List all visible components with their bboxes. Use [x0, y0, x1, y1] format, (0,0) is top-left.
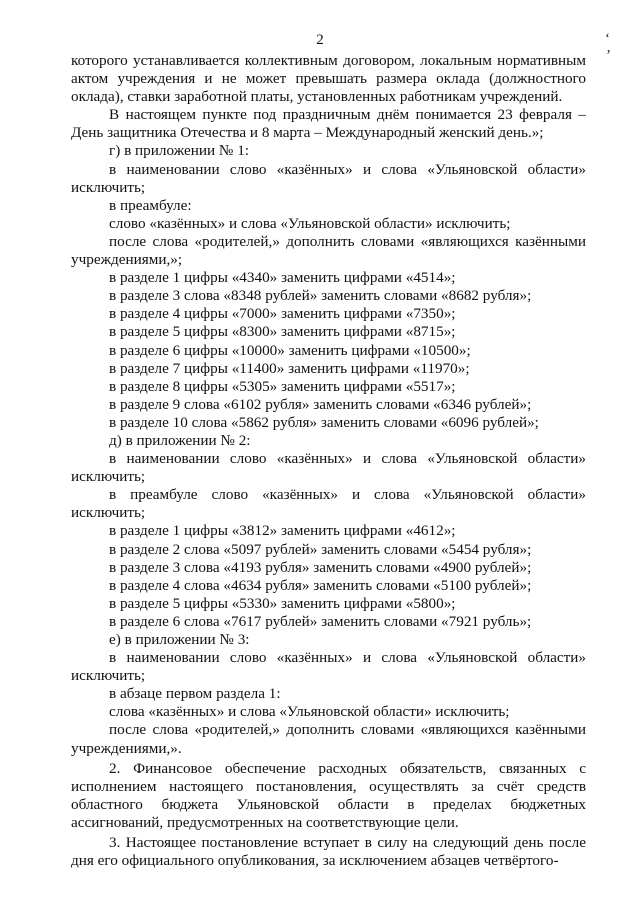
- paragraph: в разделе 6 цифры «10000» заменить цифрами «10500»;: [109, 341, 471, 359]
- document-body: [71, 52, 586, 870]
- paragraph: которого устанавливается коллективным договором, локальным нормативным актом учреждения и не может превышать размера оклада (должностного оклада), ставки заработной платы, установленных работникам учреждений.: [71, 52, 586, 106]
- paragraph: в разделе 3 слова «4193 рубля» заменить словами «4900 рублей»;: [109, 558, 532, 576]
- margin-mark: ʼ: [606, 48, 611, 64]
- paragraph: в преамбуле:: [109, 196, 192, 214]
- paragraph: в разделе 10 слова «5862 рубля» заменить словами «6096 рублей»;: [109, 413, 539, 431]
- paragraph: в преамбуле слово «казённых» и слова «Ульяновской области» исключить;: [71, 486, 586, 522]
- paragraph: в разделе 2 слова «5097 рублей» заменить словами «5454 рубля»;: [109, 540, 532, 558]
- paragraph: в разделе 6 слова «7617 рублей» заменить словами «7921 рубль»;: [109, 612, 532, 630]
- paragraph: в разделе 1 цифры «4340» заменить цифрами «4514»;: [109, 269, 456, 287]
- paragraph: в разделе 1 цифры «3812» заменить цифрами «4612»;: [109, 522, 456, 540]
- paragraph: д) в приложении № 2:: [109, 431, 251, 449]
- paragraph: слова «казённых» и слова «Ульяновской области» исключить;: [109, 703, 510, 721]
- paragraph: в абзаце первом раздела 1:: [109, 685, 281, 703]
- page-number: 2: [316, 32, 324, 48]
- paragraph: в разделе 5 цифры «5330» заменить цифрами «5800»;: [109, 594, 456, 612]
- paragraph: в разделе 4 слова «4634 рубля» заменить словами «5100 рублей»;: [109, 576, 532, 594]
- paragraph: в разделе 7 цифры «11400» заменить цифрами «11970»;: [109, 359, 470, 377]
- paragraph: 3. Настоящее постановление вступает в силу на следующий день после дня его официального опубликования, за исключением абзацев четвёртого-: [71, 834, 586, 870]
- paragraph: после слова «родителей,» дополнить словами «являющихся казёнными учреждениями,».: [71, 721, 586, 757]
- paragraph: в наименовании слово «казённых» и слова «Ульяновской области» исключить;: [71, 160, 586, 196]
- paragraph: г) в приложении № 1:: [109, 142, 250, 160]
- paragraph: е) в приложении № 3:: [109, 631, 250, 648]
- paragraph: в разделе 3 слова «8348 рублей» заменить словами «8682 рубля»;: [109, 287, 532, 305]
- paragraph: слово «казённых» и слова «Ульяновской области» исключить;: [109, 214, 511, 232]
- paragraph: 2. Финансовое обеспечение расходных обязательств, связанных с исполнением настоящего постановления, осуществлять за счёт средств областного бюджета Ульяновской области в пределах бюджетных ассигнований, предусмотренных на соответствующие цели.: [71, 759, 586, 831]
- paragraph: в наименовании слово «казённых» и слова «Ульяновской области» исключить;: [71, 649, 586, 685]
- margin-mark: ‘: [605, 31, 610, 47]
- paragraph: в разделе 5 цифры «8300» заменить цифрами «8715»;: [109, 323, 456, 341]
- paragraph: В настоящем пункте под праздничным днём понимается 23 февраля – День защитника Отечества и 8 марта – Международный женский день.»;: [71, 106, 586, 142]
- paragraph: в разделе 8 цифры «5305» заменить цифрами «5517»;: [109, 377, 456, 395]
- paragraph: в наименовании слово «казённых» и слова «Ульяновской области» исключить;: [71, 450, 586, 486]
- paragraph: в разделе 4 цифры «7000» заменить цифрами «7350»;: [109, 305, 456, 323]
- paragraph: после слова «родителей,» дополнить словами «являющихся казёнными учреждениями,»;: [71, 232, 586, 269]
- paragraph: в разделе 9 слова «6102 рубля» заменить словами «6346 рублей»;: [109, 395, 532, 413]
